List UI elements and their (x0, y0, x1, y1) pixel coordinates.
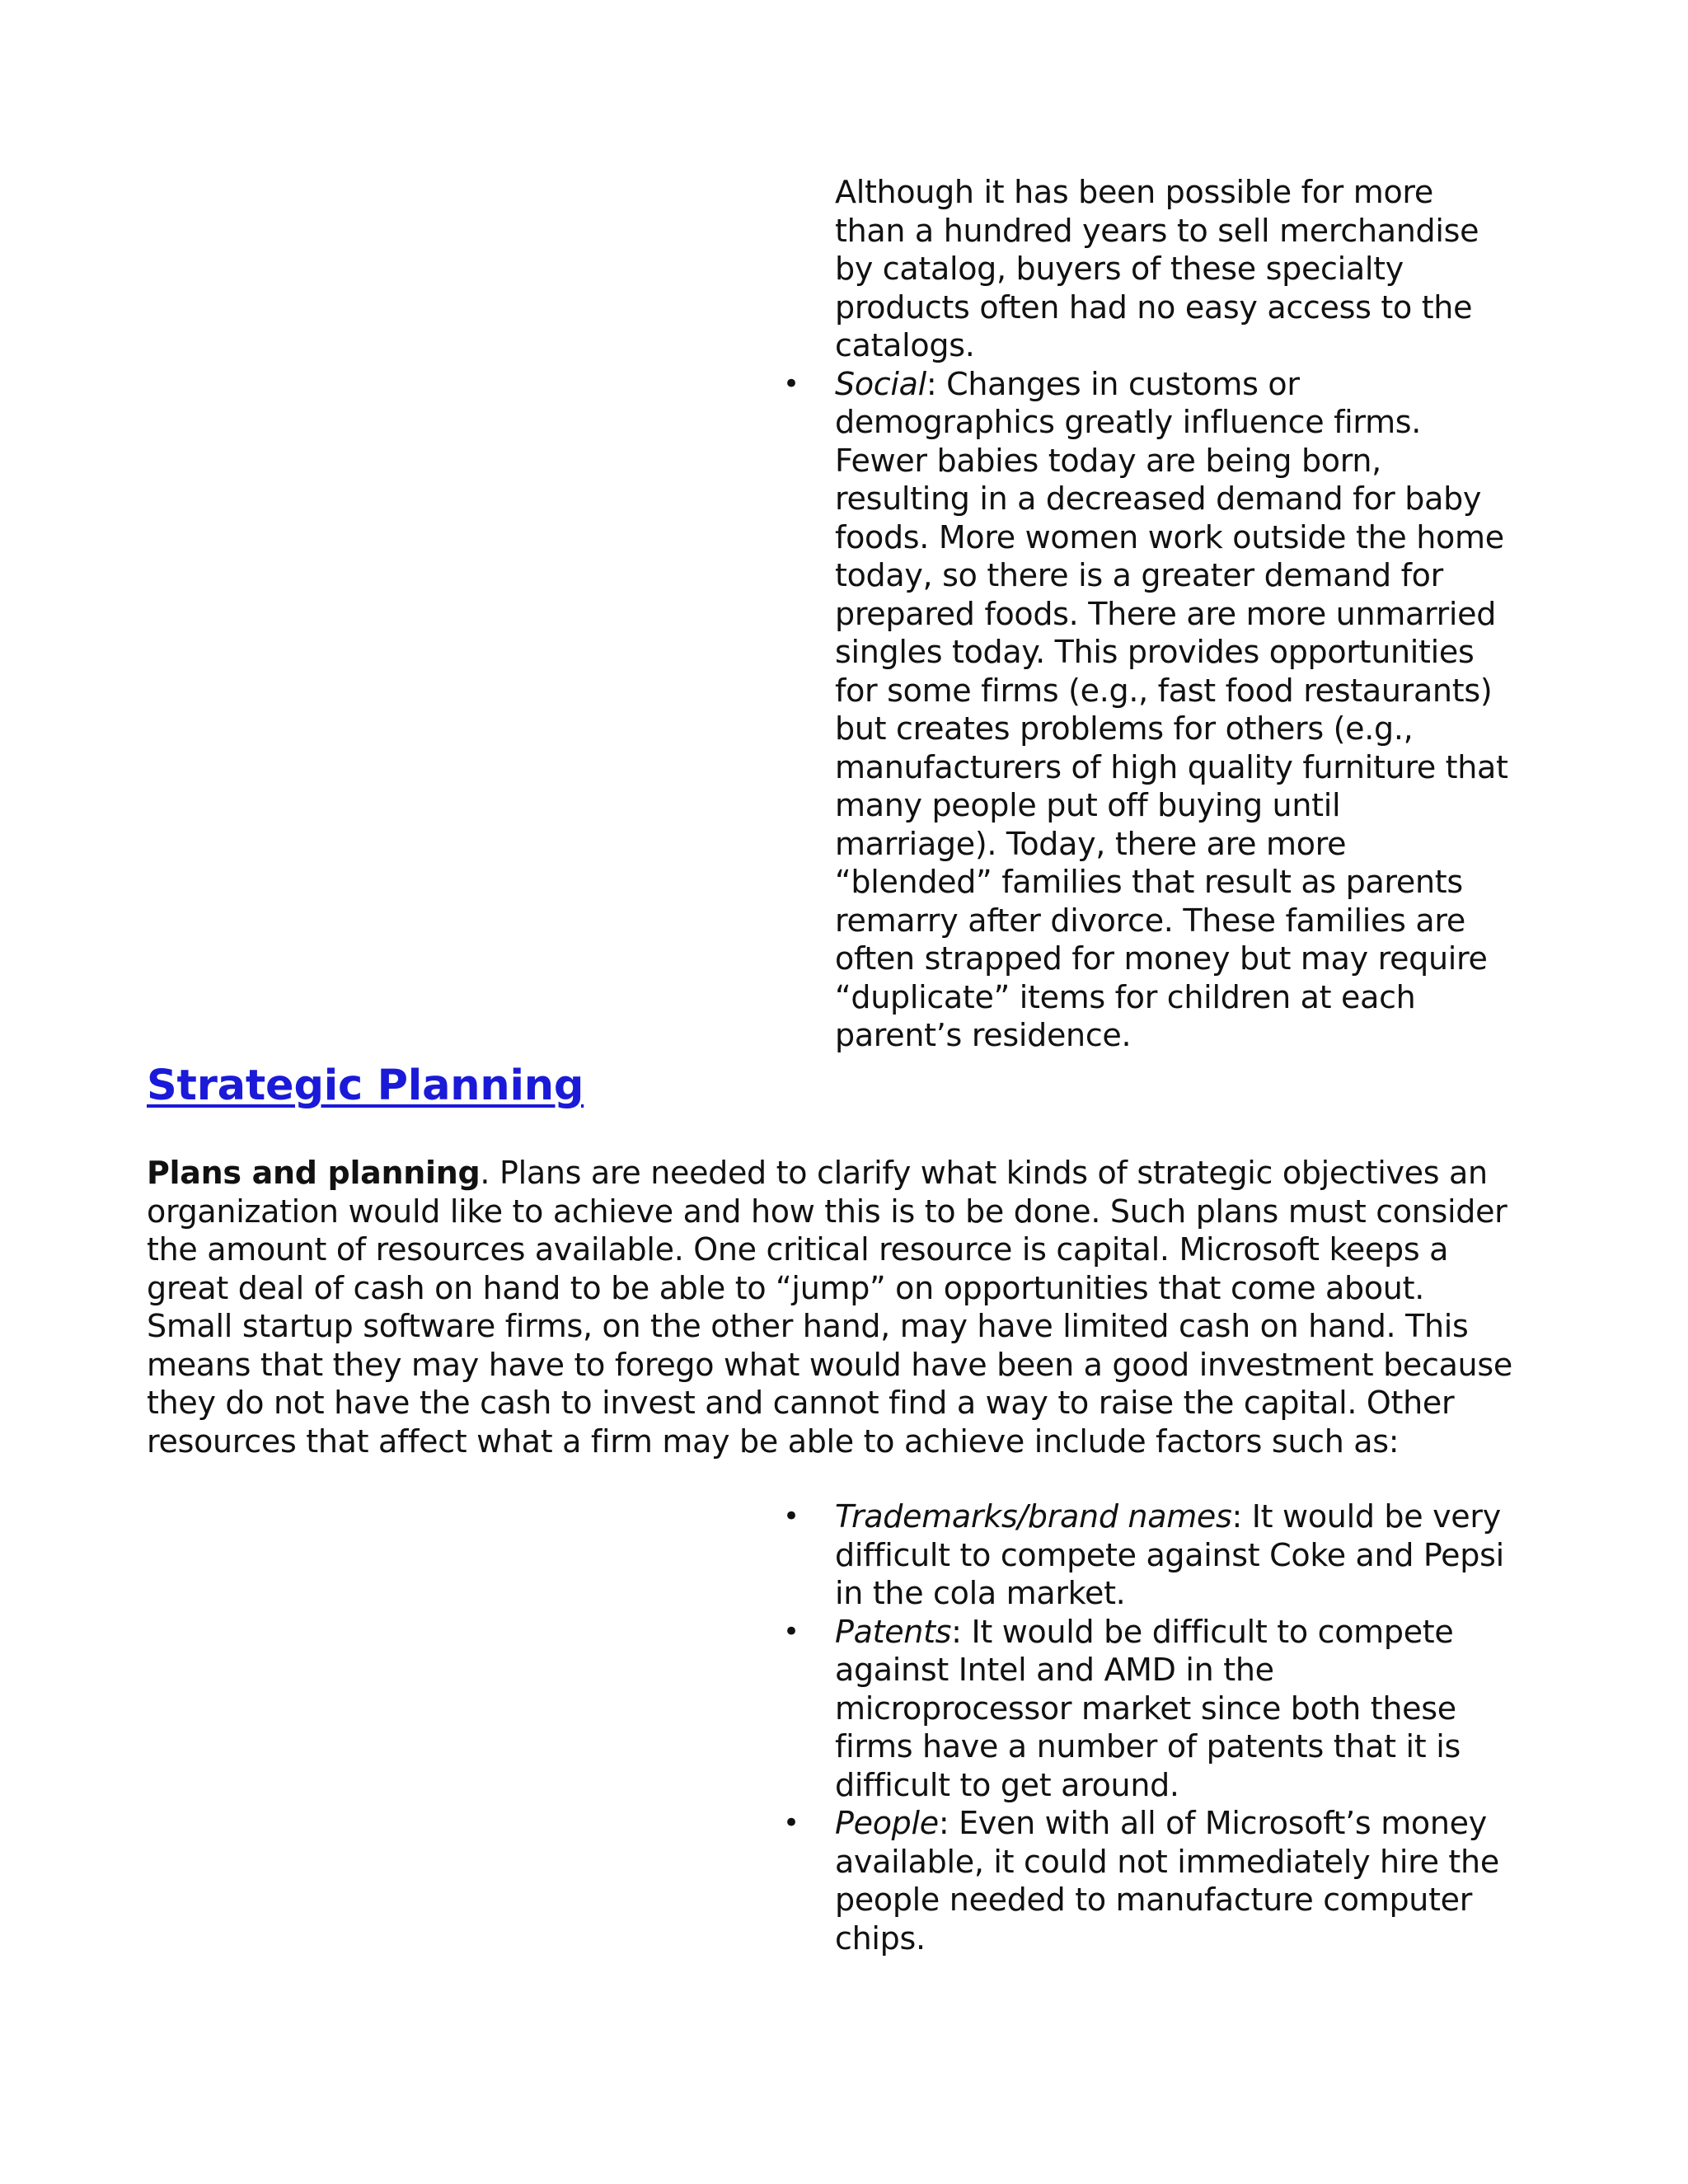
top-continuation-block (783, 173, 1511, 1055)
plans-lead-term: Plans and planning (147, 1155, 481, 1191)
list-item (783, 1804, 1511, 1957)
people-term: People (835, 1805, 939, 1841)
section-heading-link[interactable]: Strategic Planning (147, 1062, 584, 1110)
trademarks-term: Trademarks/brand names (835, 1498, 1232, 1535)
bullet-marker: • (783, 1807, 799, 1840)
plans-text: . Plans are needed to clarify what kinds of strategic objectives an organization would like to achieve and how this is to be done. Such plans must consider the amount of resources available. One critical resource is capital. Microsoft keeps a great deal of cash on hand to be able to “jump” on opportunities that come about. Small startup software firms, on the other hand, may have limited cash on hand. This means that they may have to forego what would have been a good investment because they do not have the cash to invest and cannot find a way to raise the capital. Other resources that affect what a firm may be able to achieve include factors such as: (147, 1155, 1512, 1460)
list-item (783, 1497, 1511, 1613)
bullet-marker: • (783, 367, 799, 401)
catalog-continuation-text: Although it has been possible for more than a hundred years to sell merchandise by catalog, buyers of these specialty products often had no easy access to the catalogs. (835, 174, 1479, 363)
patents-description: : It would be difficult to compete against Intel and AMD in the microprocessor market since both these firms have a number of patents that it is difficult to get around. (835, 1613, 1461, 1803)
patents-term: Patents (835, 1613, 952, 1650)
bullet-marker: • (783, 1500, 799, 1533)
trademarks-description: : It would be very difficult to compete against Coke and Pepsi in the cola market. (835, 1498, 1504, 1611)
people-description: : Even with all of Microsoft’s money available, it could not immediately hire the people needed to manufacture computer chips. (835, 1805, 1499, 1957)
bullet-marker: • (783, 1615, 799, 1648)
resource-list (783, 1497, 1511, 1957)
list-item (783, 1613, 1511, 1805)
social-separator: : (926, 365, 937, 402)
social-term: Social (835, 365, 926, 402)
social-bullet-item (783, 365, 1511, 1055)
plans-paragraph (147, 1154, 1515, 1460)
social-description: Changes in customs or demographics greatly influence firms. Fewer babies today are being born, resulting in a decreased demand for baby foods. More women work outside the home today, so there is a greater demand for prepared foods. There are more unmarried singles today. This provides opportunities for some firms (e.g., fast food restaurants) but creates problems for others (e.g., manufacturers of high quality furniture that many people put off buying until marriage). Today, there are more “blended” families that result as parents remarry after divorce. These families are often strapped for money but may require “duplicate” items for children at each parent’s residence. (835, 365, 1508, 1053)
